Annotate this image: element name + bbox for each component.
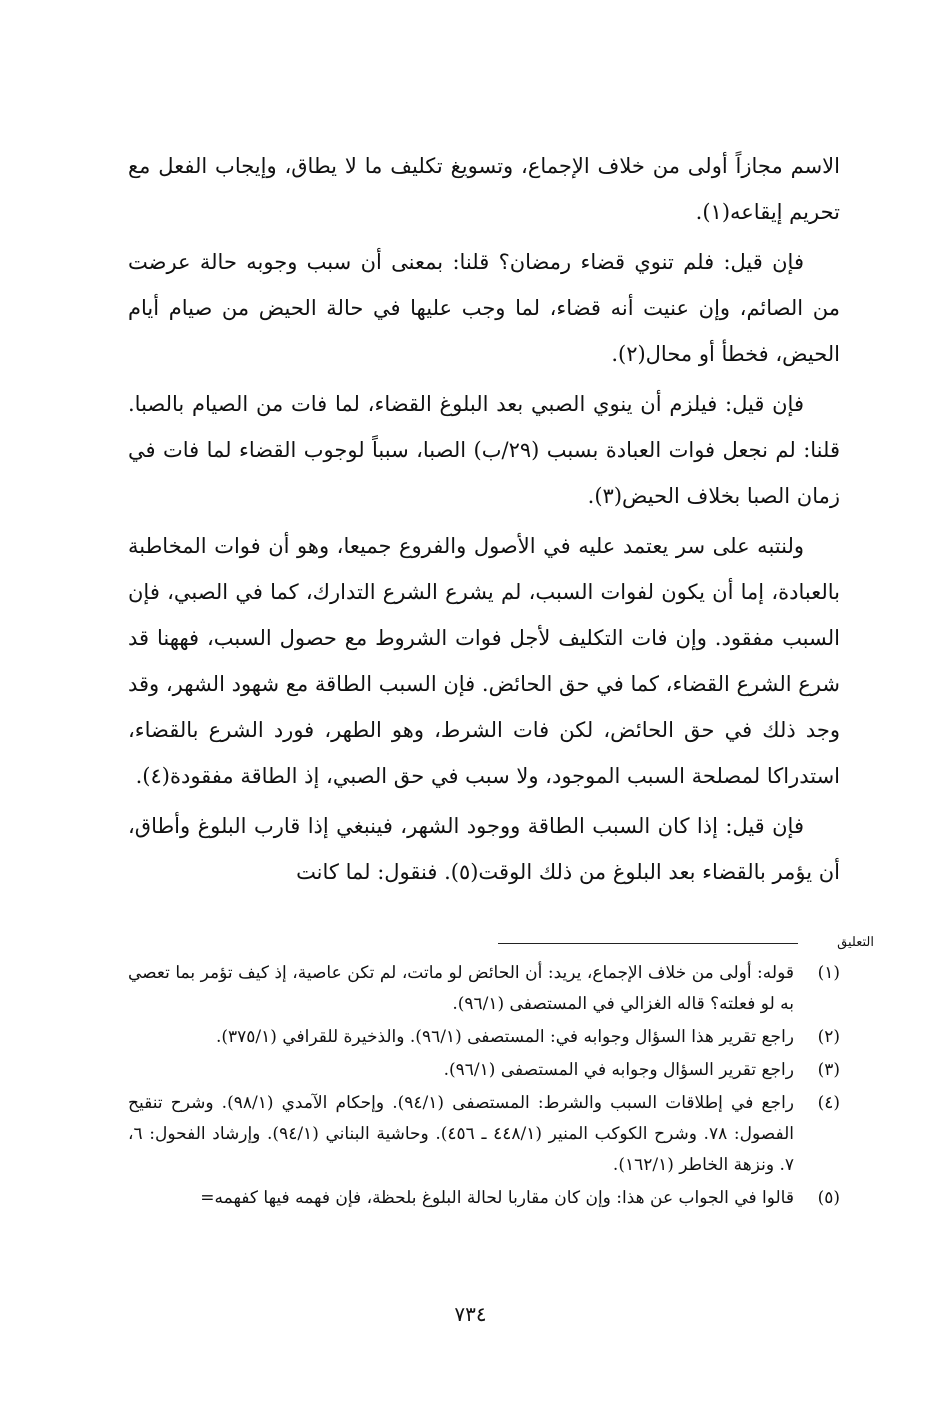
page-number: ٧٣٤ bbox=[454, 1302, 487, 1326]
paragraph-3: فإن قيل: فيلزم أن ينوي الصبي بعد البلوغ القضاء، لما فات من الصيام بالصبا. قلنا: لم نجعل فوات العبادة بسبب (٢٩/ب) الصبا، سبباً لوجوب القضاء لما فات في زمان الصبا بخلاف الحيض(٣). bbox=[128, 392, 840, 508]
divider-line bbox=[498, 943, 798, 944]
footnote-text: راجع تقرير السؤال وجوابه في المستصفى (٩٦/١). bbox=[443, 1060, 794, 1080]
paragraph-1: الاسم مجازاً أولى من خلاف الإجماع، وتسويغ تكليف ما لا يطاق، وإيجاب الفعل مع تحريم إيقاعه(١). bbox=[128, 154, 840, 224]
footnote-label: التعليق bbox=[837, 935, 874, 950]
footnote-item bbox=[128, 1183, 840, 1214]
paragraph-2: فإن قيل: فلم تنوي قضاء رمضان؟ قلنا: بمعنى أن سبب وجوبه حالة عرضت من الصائم، وإن عنيت أنه قضاء، لما وجب عليها في حالة الحيض من صيام أيام الحيض، فخطأ أو محال(٢). bbox=[128, 250, 840, 366]
footnotes-section bbox=[128, 958, 840, 1216]
paragraph-5: فإن قيل: إذا كان السبب الطاقة ووجود الشهر، فينبغي إذا قارب البلوغ وأطاق، أن يؤمر بالقضاء بعد البلوغ من ذلك الوقت(٥). فنقول: لما كانت bbox=[128, 814, 840, 884]
footnote-item bbox=[128, 1055, 840, 1086]
footnote-divider bbox=[128, 934, 874, 958]
footnote-item bbox=[128, 958, 840, 1020]
footnote-item bbox=[128, 1088, 840, 1181]
footnote-number: (٣) bbox=[817, 1060, 840, 1080]
main-text-body bbox=[128, 143, 840, 899]
footnote-text: راجع في إطلاقات السبب والشرط: المستصفى (٩٤/١). وإحكام الآمدي (٩٨/١). وشرح تنقيح الفصول: ٧٨. وشرح الكوكب المنير (٤٤٨/١ ـ ٤٥٦). وحاشية البناني (٩٤/١). وإرشاد الفحول: ٦، ٧. ونزهة الخاطر (١٦٢/١). bbox=[128, 1093, 794, 1175]
footnote-number: (٥) bbox=[817, 1188, 840, 1208]
footnote-text: قوله: أولى من خلاف الإجماع، يريد: أن الحائض لو ماتت، لم تكن عاصية، إذ كيف تؤمر بما تعصي به لو فعلته؟ قاله الغزالي في المستصفى (٩٦/١). bbox=[128, 963, 794, 1014]
footnote-text: قالوا في الجواب عن هذا: وإن كان مقاربا لحالة البلوغ بلحظة، فإن فهمه فيها كفهمه= bbox=[200, 1188, 794, 1208]
footnote-text: راجع تقرير هذا السؤال وجوابه في: المستصفى (٩٦/١). والذخيرة للقرافي (٣٧٥/١). bbox=[215, 1027, 794, 1047]
footnote-number: (٢) bbox=[817, 1027, 840, 1047]
paragraph-4: ولنتبه على سر يعتمد عليه في الأصول والفروع جميعا، وهو أن فوات المخاطبة بالعبادة، إما أن يكون لفوات السبب، لم يشرع الشرع التدارك، كما في الصبي، فإن السبب مفقود. وإن فات التكليف لأجل فوات الشروط مع حصول السبب، فههنا قد شرع الشرع القضاء، كما في حق الحائض. فإن السبب الطاقة مع شهود الشهر، وقد وجد ذلك في حق الحائض، لكن فات الشرط، وهو الطهر، فورد الشرع بالقضاء، استدراكا لمصلحة السبب الموجود، ولا سبب في حق الصبي، إذ الطاقة مفقودة(٤). bbox=[128, 534, 840, 788]
footnote-number: (١) bbox=[817, 963, 840, 983]
footnote-number: (٤) bbox=[817, 1093, 840, 1113]
footnote-item bbox=[128, 1022, 840, 1053]
